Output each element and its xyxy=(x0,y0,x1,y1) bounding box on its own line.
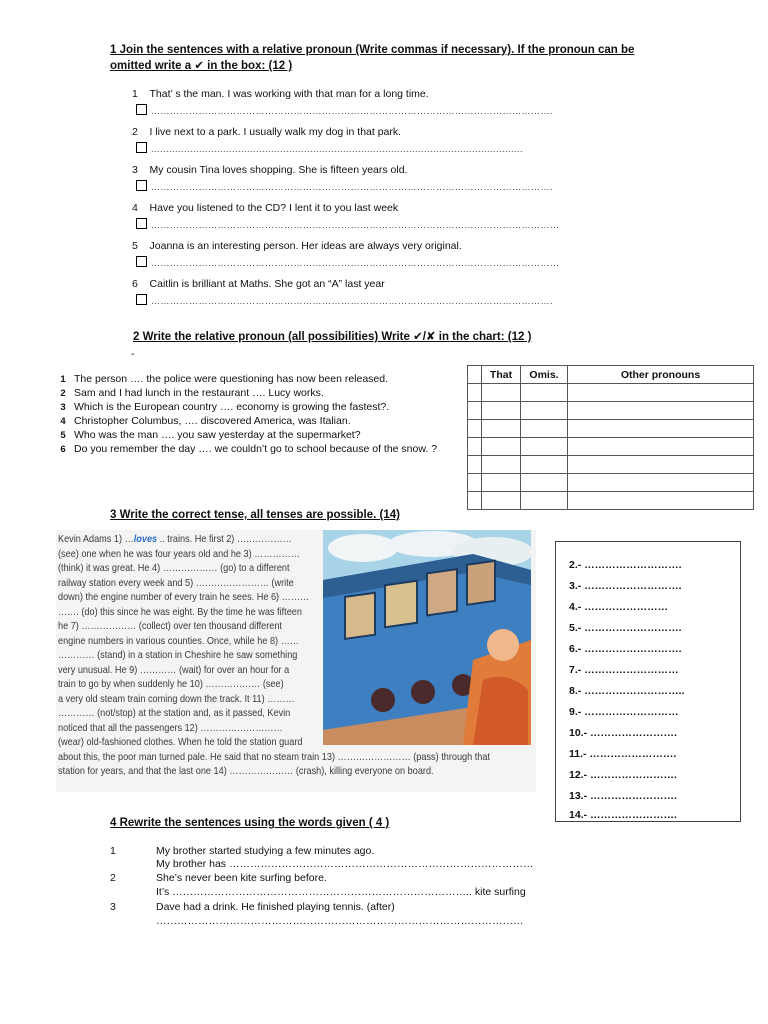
section3-heading: 3 Write the correct tense, all tenses are possible. (14) xyxy=(110,509,400,521)
pronoun-chart xyxy=(467,365,754,510)
answer-line-5[interactable]: 5.- ………………………. xyxy=(569,622,682,634)
s1-item-text: My cousin Tina loves shopping. She is fifteen years old. xyxy=(149,164,408,176)
chart-header-omis: Omis. xyxy=(521,366,568,384)
chart-row xyxy=(468,474,754,492)
s2-item-number: 6 xyxy=(60,443,66,455)
s1-omit-checkbox-1[interactable] xyxy=(136,104,147,115)
passage-line: (wear) old-fashioned clothes. When he told the station guard xyxy=(58,737,303,748)
section1-heading-line2: omitted write a ✔ in the box: (12 ) xyxy=(110,60,293,72)
s4-item-1-prompt: My brother started studying a few minutes ago. xyxy=(156,845,375,857)
s1-answer-line-6[interactable]: ………………………………………………………………………………………………………………. xyxy=(151,296,554,306)
passage-line: very unusual. He 9) ………… (wait) for over an hour for a xyxy=(58,664,290,676)
s2-item-text: Do you remember the day …. we couldn’t go to school because of the snow. ? xyxy=(74,443,438,455)
s4-item-1-answer[interactable]: My brother has …………………………………………………………………………… xyxy=(156,858,534,870)
chart-cell[interactable] xyxy=(568,492,754,510)
s4-item-2-answer[interactable]: It’s ………………………………………………………………………….. kite surfing xyxy=(156,886,526,898)
section2-dash: - xyxy=(131,348,135,360)
chart-cell xyxy=(468,438,482,456)
passage-line: engine numbers in various counties. Once, while he 8) …… xyxy=(58,635,299,647)
chart-cell[interactable] xyxy=(521,438,568,456)
chart-cell[interactable] xyxy=(482,456,521,474)
chart-cell[interactable] xyxy=(521,456,568,474)
answer-line-13[interactable]: 13.- ……………………. xyxy=(569,790,677,802)
passage-line: ………… (stand) in a station in Cheshire he saw something xyxy=(58,650,298,661)
answer-line-7[interactable]: 7.- ……………………… xyxy=(569,664,679,676)
chart-cell[interactable] xyxy=(482,402,521,420)
s1-answer-line-1[interactable]: ………………………………………………………………………………………………………………. xyxy=(151,106,554,116)
passage-line: train to go by when suddenly he 10) ……………… (see) xyxy=(58,679,284,690)
s2-item-text: The person …. the police were questioning has now been released. xyxy=(74,373,389,385)
s2-item-text: Who was the man …. you saw yesterday at the supermarket? xyxy=(74,429,361,441)
passage-line: ……. (do) this since he was eight. By the time he was fifteen xyxy=(58,606,302,618)
answer-line-9[interactable]: 9.- ……………………… xyxy=(569,706,679,718)
s4-item-number-3: 3 xyxy=(110,901,116,913)
s1-item-3 xyxy=(132,164,408,176)
s2-item-text: Which is the European country …. economy is growing the fastest?. xyxy=(74,401,390,413)
s2-item-number: 1 xyxy=(60,373,66,385)
s1-answer-line-2[interactable]: ............................................................................................................................ xyxy=(151,144,524,154)
chart-row xyxy=(468,438,754,456)
passage-text: Kevin Adams 1) … xyxy=(58,534,134,545)
chart-cell xyxy=(468,384,482,402)
s2-item-6 xyxy=(58,442,437,456)
passage-line: a very old steam train coming down the track. It 11) ……… xyxy=(58,693,295,705)
s4-item-3-prompt: Dave had a drink. He finished playing tennis. (after) xyxy=(156,901,395,913)
s2-item-number: 5 xyxy=(60,429,66,441)
passage-line: about this, the poor man turned pale. He said that no steam train 13) …………………… (pass) through that xyxy=(58,751,491,763)
s2-item-5 xyxy=(58,428,437,442)
chart-cell xyxy=(468,402,482,420)
chart-cell[interactable] xyxy=(521,402,568,420)
s1-item-number: 3 xyxy=(132,164,138,176)
s2-item-2 xyxy=(58,386,437,400)
s1-item-4 xyxy=(132,202,398,214)
section1-heading-line1: 1 Join the sentences with a relative pronoun (Write commas if necessary). If the pronoun can be xyxy=(110,44,635,56)
chart-corner-cell xyxy=(468,366,482,384)
s4-item-2-prompt: She’s never been kite surfing before. xyxy=(156,872,327,884)
s2-item-1 xyxy=(58,372,437,386)
s1-item-text: That’ s the man. I was working with that man for a long time. xyxy=(149,88,429,100)
s1-item-number: 2 xyxy=(132,126,138,138)
passage xyxy=(58,533,549,780)
chart-cell[interactable] xyxy=(521,384,568,402)
passage-line: ………… (not/stop) at the station and, as it passed, Kevin xyxy=(58,708,291,719)
s1-item-number: 6 xyxy=(132,278,138,290)
s1-item-text: Caitlin is brilliant at Maths. She got an “A” last year xyxy=(149,278,385,290)
s2-item-number: 3 xyxy=(60,401,66,413)
handwritten-answer: loves xyxy=(133,534,158,545)
chart-header-row xyxy=(468,366,754,384)
chart-cell[interactable] xyxy=(568,456,754,474)
answer-line-2[interactable]: 2.- ………………………. xyxy=(569,559,682,571)
chart-cell[interactable] xyxy=(568,474,754,492)
passage-line: station for years, and that the last one 14) ………………… (crash), killing everyone on board. xyxy=(58,766,434,777)
chart-cell[interactable] xyxy=(521,474,568,492)
chart-cell xyxy=(468,492,482,510)
s1-item-text: I live next to a park. I usually walk my dog in that park. xyxy=(149,126,402,138)
s2-item-list xyxy=(58,372,437,456)
chart-cell[interactable] xyxy=(521,492,568,510)
passage-text: .. trains. He first 2) ……………… xyxy=(157,534,292,545)
s4-item-number-1: 1 xyxy=(110,845,116,857)
s1-answer-line-5[interactable]: ………………………………………………………………………………………………………………… xyxy=(151,258,560,268)
chart-cell[interactable] xyxy=(482,384,521,402)
s2-item-number: 4 xyxy=(60,415,66,427)
chart-cell xyxy=(468,456,482,474)
passage-line: he 7) ……………… (collect) over ten thousand different xyxy=(58,621,282,632)
chart-cell[interactable] xyxy=(482,474,521,492)
s1-omit-checkbox-4[interactable] xyxy=(136,218,147,229)
s2-item-3 xyxy=(58,400,437,414)
s1-item-1 xyxy=(132,88,429,100)
section2-heading: 2 Write the relative pronoun (all possibilities) Write ✔/✘ in the chart: (12 ) xyxy=(133,331,532,343)
section4-heading: 4 Rewrite the sentences using the words given ( 4 ) xyxy=(110,817,390,829)
answer-line-12[interactable]: 12.- ……………………. xyxy=(569,769,677,781)
chart-row xyxy=(468,402,754,420)
s1-item-text: Joanna is an interesting person. Her ideas are always very original. xyxy=(149,240,462,252)
s1-answer-line-4[interactable]: ………………………………………………………………………………………………………………… xyxy=(151,220,560,230)
chart-cell[interactable] xyxy=(568,420,754,438)
s1-omit-checkbox-6[interactable] xyxy=(136,294,147,305)
passage-line: (think) it was great. He 4) ……………… (go) to a different xyxy=(58,563,290,574)
s1-answer-line-3[interactable]: ………………………………………………………………………………………………………………. xyxy=(151,182,554,192)
answer-line-8[interactable]: 8.- ……………………….. xyxy=(569,685,685,697)
answer-line-3[interactable]: 3.- ………………………. xyxy=(569,580,682,592)
answer-line-6[interactable]: 6.- ………………………. xyxy=(569,643,682,655)
s1-item-5 xyxy=(132,240,462,252)
passage-line: down) the engine number of every train he sees. He 6) ……… xyxy=(58,592,310,603)
s2-item-4 xyxy=(58,414,437,428)
chart-cell xyxy=(468,420,482,438)
passage-line: railway station every week and 5) …………………… (write xyxy=(58,577,294,589)
s1-omit-checkbox-5[interactable] xyxy=(136,256,147,267)
s4-item-number-2: 2 xyxy=(110,872,116,884)
s2-item-text: Christopher Columbus, …. discovered America, was Italian. xyxy=(74,415,351,427)
s1-omit-checkbox-3[interactable] xyxy=(136,180,147,191)
chart-cell[interactable] xyxy=(568,384,754,402)
s1-item-text: Have you listened to the CD? I lent it to you last week xyxy=(149,202,399,214)
chart-row xyxy=(468,384,754,402)
chart-header-other: Other pronouns xyxy=(568,366,754,384)
answer-line-10[interactable]: 10.- ……………………. xyxy=(569,727,677,739)
s1-item-number: 4 xyxy=(132,202,138,214)
chart-row xyxy=(468,492,754,510)
answer-line-4[interactable]: 4.- …………………… xyxy=(569,601,669,613)
chart-cell[interactable] xyxy=(482,438,521,456)
chart-cell[interactable] xyxy=(521,420,568,438)
passage-line: (see) one when he was four years old and he 3) …………… xyxy=(58,548,300,560)
chart-cell[interactable] xyxy=(482,420,521,438)
passage-line xyxy=(58,533,490,548)
s1-item-number: 1 xyxy=(132,88,138,100)
answer-line-11[interactable]: 11.- ……………………. xyxy=(569,748,677,760)
s1-item-number: 5 xyxy=(132,240,138,252)
s4-item-3-answer[interactable]: …………………………………………………………………………………………… xyxy=(156,915,524,927)
answer-line-14[interactable]: 14.- ……………………. xyxy=(569,809,677,821)
s2-item-text: Sam and I had lunch in the restaurant …. Lucy works. xyxy=(74,387,324,399)
passage-line: noticed that all the passengers 12) ……………………… xyxy=(58,722,283,734)
s2-item-number: 2 xyxy=(60,387,66,399)
chart-header-that: That xyxy=(482,366,521,384)
chart-cell[interactable] xyxy=(482,492,521,510)
s1-omit-checkbox-2[interactable] xyxy=(136,142,147,153)
s1-item-6 xyxy=(132,278,385,290)
chart-row xyxy=(468,420,754,438)
chart-cell xyxy=(468,474,482,492)
chart-row xyxy=(468,456,754,474)
s1-item-2 xyxy=(132,126,401,138)
tense-answer-box xyxy=(555,541,741,822)
chart-cell[interactable] xyxy=(568,438,754,456)
chart-cell[interactable] xyxy=(568,402,754,420)
